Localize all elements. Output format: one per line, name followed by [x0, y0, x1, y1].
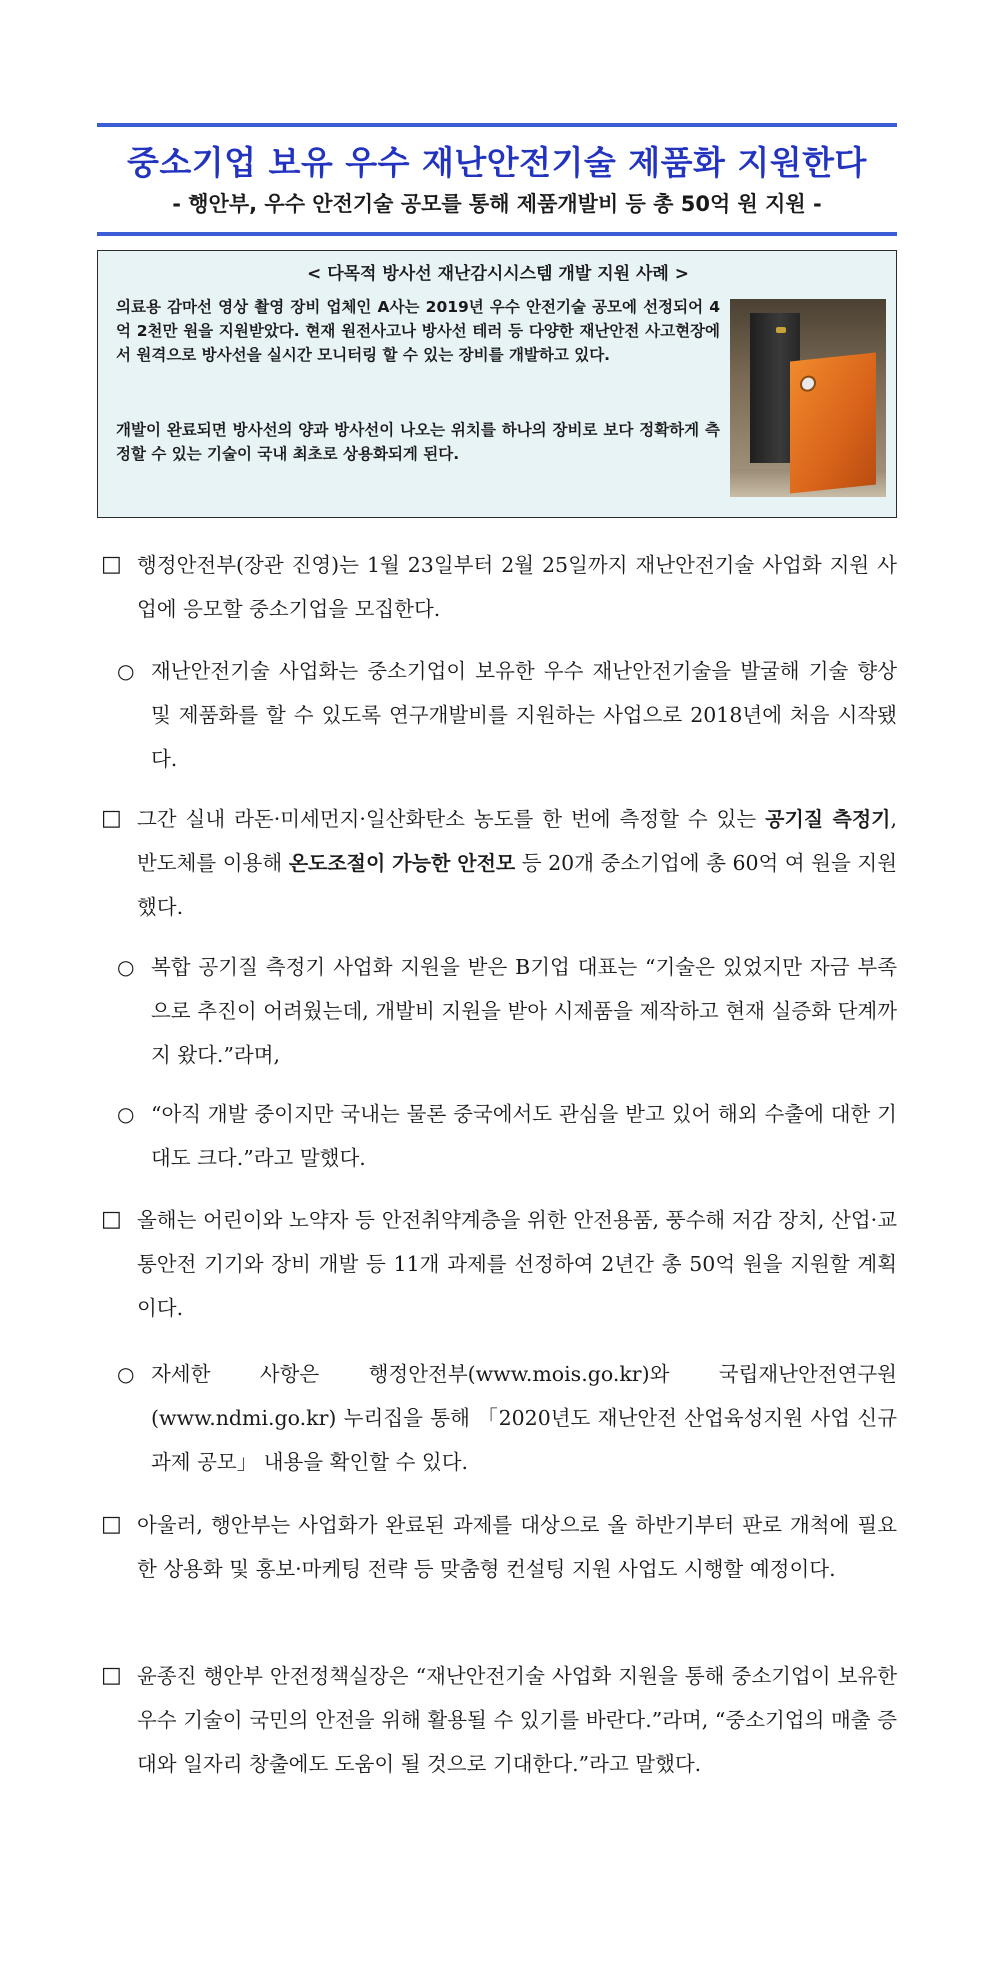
circle-bullet-icon: ○ [117, 955, 135, 979]
list-item-text: 아울러, 행안부는 사업화가 완료된 과제를 대상으로 올 하반기부터 판로 개척에 필요한 상용화 및 홍보·마케팅 전략 등 맞춤형 컨설팅 지원 사업도 시행할 예정이다. [137, 1513, 897, 1581]
page-subtitle: - 행안부, 우수 안전기술 공모를 통해 제품개발비 등 총 50억 원 지원 - [172, 192, 822, 216]
list-item-text: 올해는 어린이와 노약자 등 안전취약계층을 위한 안전용품, 풍수해 저감 장치, 산업·교통안전 기기와 장비 개발 등 11개 과제를 선정하여 2년간 총 50억 원을 지원할 계획이다. [137, 1208, 897, 1320]
list-item [101, 797, 898, 929]
list-item [117, 945, 897, 1077]
list-item [117, 649, 897, 781]
title-top-rule [97, 123, 897, 127]
list-item [117, 1352, 897, 1484]
square-bullet-icon: □ [101, 1663, 122, 1688]
list-item-text: 행정안전부(장관 진영)는 1월 23일부터 2월 25일까지 재난안전기술 사업화 지원 사업에 응모할 중소기업을 모집한다. [137, 553, 897, 621]
list-item-text: 재난안전기술 사업화는 중소기업이 보유한 우수 재난안전기술을 발굴해 기술 향상 및 제품화를 할 수 있도록 연구개발비를 지원하는 사업으로 2018년에 처음 시작됐다. [151, 659, 897, 771]
square-bullet-icon: □ [101, 1512, 122, 1537]
case-study-paragraph-1: 의료용 감마선 영상 촬영 장비 업체인 A사는 2019년 우수 안전기술 공모에 선정되어 4억 2천만 원을 지원받았다. 현재 원전사고나 방사선 테러 등 다양한 재난안전 사고현장에서 원격으로 방사선을 실시간 모니터링 할 수 있는 장비를 개발하고 있다. [116, 298, 720, 364]
radiation-device-photo [730, 299, 886, 497]
list-item-text: , 반도체를 이용해 [137, 807, 897, 875]
list-item [117, 1092, 897, 1180]
list-item-text: 자세한 사항은 행정안전부(www.mois.go.kr)와 국립재난안전연구원(www.ndmi.go.kr) 누리집을 통해 「2020년도 재난안전 산업육성지원 사업 신규과제 공모」 내용을 확인할 수 있다. [151, 1362, 897, 1474]
list-item-text: 그간 실내 라돈·미세먼지·일산화탄소 농도를 한 번에 측정할 수 있는 [137, 807, 766, 831]
list-item [101, 1503, 897, 1591]
circle-bullet-icon: ○ [117, 1362, 135, 1386]
orange-device [790, 352, 876, 493]
list-item-text: “아직 개발 중이지만 국내는 물론 중국에서도 관심을 받고 있어 해외 수출에 대한 기대도 크다.”라고 말했다. [151, 1102, 897, 1170]
square-bullet-icon: □ [101, 1207, 122, 1232]
case-study-paragraph-2: 개발이 완료되면 방사선의 양과 방사선이 나오는 위치를 하나의 장비로 보다 정확하게 측정할 수 있는 기술이 국내 최초로 상용화되게 된다. [116, 421, 720, 463]
square-bullet-icon: □ [101, 552, 122, 577]
list-item-text: 등 20개 중소기업에 총 60억 여 원을 지원했다. [137, 851, 898, 919]
list-item [101, 1198, 897, 1330]
page-title: 중소기업 보유 우수 재난안전기술 제품화 지원한다 [127, 143, 867, 182]
list-item-text: 복합 공기질 측정기 사업화 지원을 받은 B기업 대표는 “기술은 있었지만 자금 부족으로 추진이 어려웠는데, 개발비 지원을 받아 시제품을 제작하고 현재 실증화 단계까지 왔다.”라며, [151, 955, 897, 1067]
device-indicator [776, 327, 786, 333]
circle-bullet-icon: ○ [117, 1102, 135, 1126]
case-study-box [97, 250, 897, 518]
list-item-text: 윤종진 행안부 안전정책실장은 “재난안전기술 사업화 지원을 통해 중소기업이 보유한 우수 기술이 국민의 안전을 위해 활용될 수 있기를 바란다.”라며, “중소기업의 매출 증대와 일자리 창출에도 도움이 될 것으로 기대한다.”라고 말했다. [137, 1664, 897, 1776]
highlight-temperature-helmet: 온도조절이 가능한 안전모 [288, 851, 516, 875]
title-bottom-rule [97, 232, 897, 236]
case-study-title: < 다목적 방사선 재난감시시스템 개발 지원 사례 > [307, 264, 689, 284]
list-item [101, 1654, 897, 1786]
list-item [101, 543, 897, 631]
square-bullet-icon: □ [101, 806, 122, 831]
device-lens [800, 375, 816, 393]
circle-bullet-icon: ○ [117, 659, 135, 683]
highlight-air-quality-meter: 공기질 측정기 [765, 807, 891, 831]
